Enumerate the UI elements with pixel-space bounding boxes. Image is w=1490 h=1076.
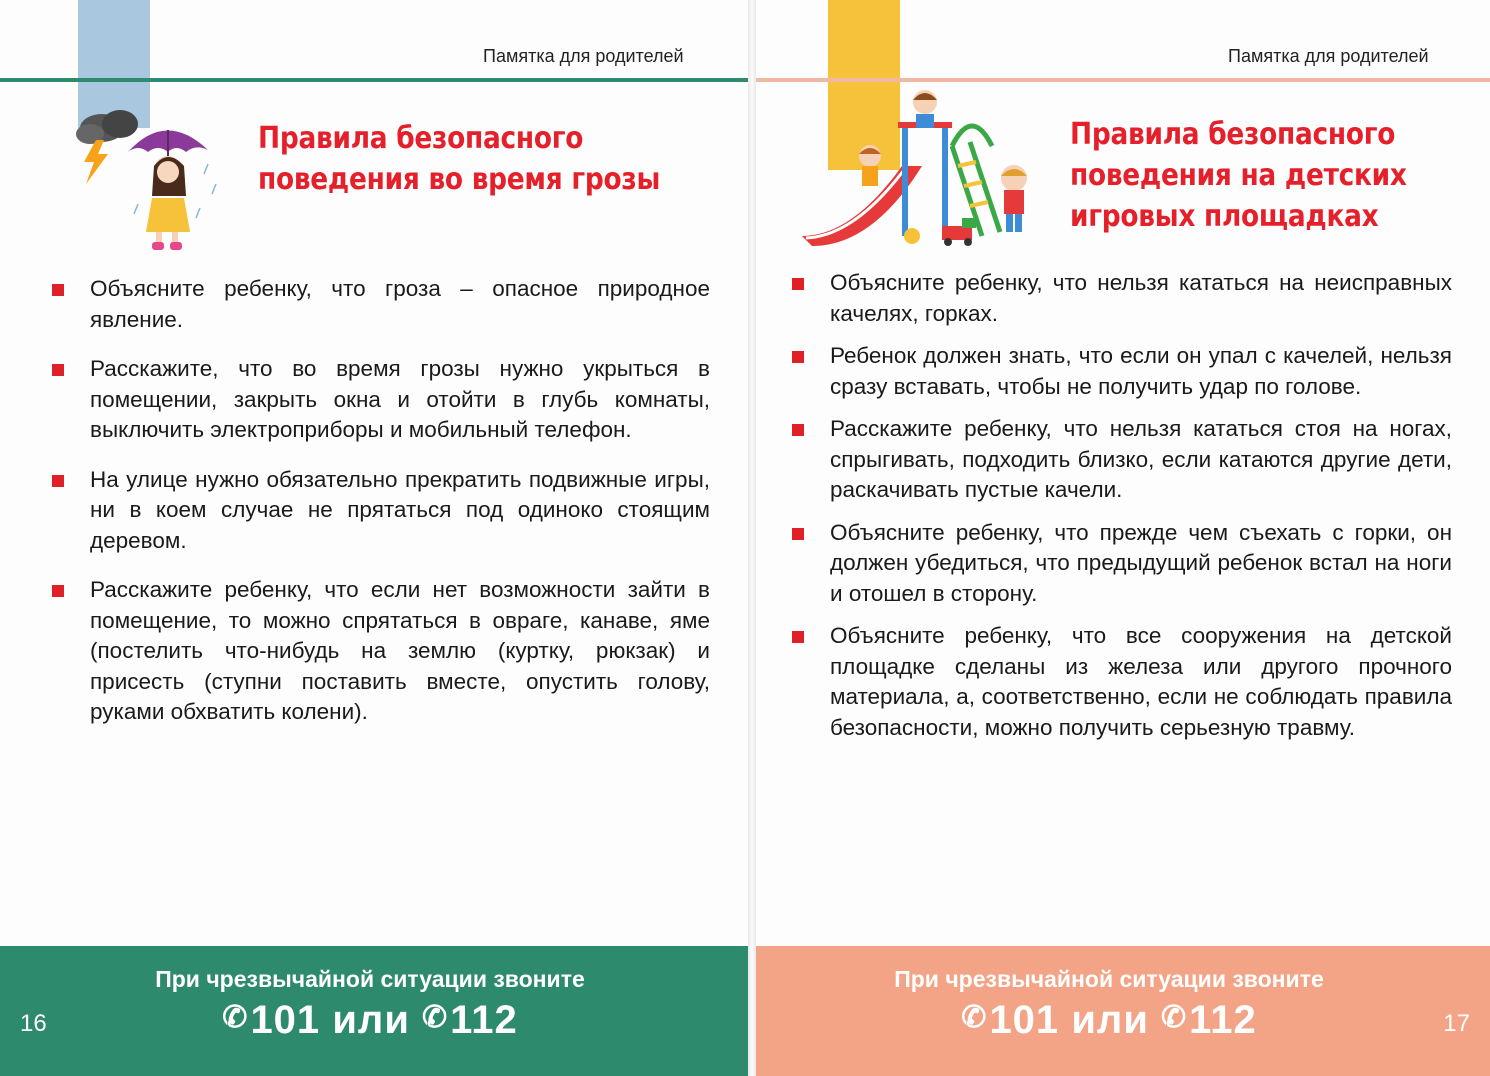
list-item-text: Расскажите, что во время грозы нужно укрыться в помещении, закрыть окна и отойти в глубь комнаты, выключить электроприборы и мобильный телефон. <box>90 356 710 442</box>
list-item-text: Объясните ребенку, что гроза – опасное природное явление. <box>90 276 710 332</box>
bullet-square-icon <box>52 475 64 487</box>
left-title-line-2: поведения во время грозы <box>258 162 661 197</box>
list-item <box>48 274 710 335</box>
list-item <box>48 575 710 728</box>
right-rules-list <box>788 268 1452 755</box>
right-emergency-footer <box>752 946 1490 1076</box>
bullet-square-icon <box>792 528 804 540</box>
phone-icon: ✆ <box>1161 1001 1188 1034</box>
bullet-square-icon <box>792 424 804 436</box>
left-running-header: Памятка для родителей <box>483 46 684 66</box>
left-page-title <box>258 118 660 200</box>
left-title-line-1: Правила безопасного <box>258 121 584 156</box>
emergency-number-112: 112 <box>1189 998 1257 1042</box>
emergency-call-text: При чрезвычайной ситуации звоните <box>155 966 585 992</box>
right-page <box>752 0 1490 1076</box>
right-header-rule <box>752 78 1490 82</box>
left-header-rule <box>0 78 752 82</box>
bullet-square-icon <box>52 585 64 597</box>
list-item <box>788 518 1452 610</box>
list-item <box>48 465 710 557</box>
list-item-text: Объясните ребенку, что прежде чем съехать с горки, он должен убедиться, что предыдущий ребенок встал на ноги и отошел в сторону. <box>830 519 1452 606</box>
left-emergency-footer <box>0 946 752 1076</box>
left-rules-list <box>48 274 710 747</box>
list-item <box>788 621 1452 743</box>
list-item <box>788 268 1452 329</box>
list-item <box>788 341 1452 402</box>
list-item-text: Объясните ребенку, что нельзя кататься на неисправных качелях, горках. <box>830 270 1452 326</box>
bullet-square-icon <box>52 284 64 296</box>
emergency-number-101: 101 <box>989 998 1060 1042</box>
bullet-square-icon <box>792 351 804 363</box>
emergency-numbers <box>0 998 746 1043</box>
page-number: 16 <box>20 1010 47 1037</box>
right-title-line-1: Правила безопасного <box>1070 117 1396 152</box>
emergency-or-text: или <box>1071 998 1149 1042</box>
playground-slide-illustration <box>792 86 1052 246</box>
page-number: 17 <box>1443 1010 1470 1037</box>
right-page-title <box>1070 114 1407 237</box>
bullet-square-icon <box>792 631 804 643</box>
list-item-text: Объясните ребенку, что все сооружения на детской площадке сделаны из железа или другого прочного материала, а, соответственно, если не соблюдать правила безопасности, можно получить серьезную травму. <box>830 623 1452 740</box>
list-item-text: Расскажите ребенку, что если нет возможности зайти в помещение, то можно спрятаться в овраге, канаве, яме (постелить что-нибудь на землю (куртку, рюкзак) и присесть (ступни поставить вместе, опустить голову, руками обхватить колени). <box>90 577 710 724</box>
bullet-square-icon <box>52 364 64 376</box>
list-item-text: Расскажите ребенку, что нельзя кататься стоя на ногах, спрыгивать, подходить близко, если катаются другие дети, раскачивать пустые качели. <box>830 416 1452 502</box>
list-item-text: Ребенок должен знать, что если он упал с качелей, нельзя сразу вставать, чтобы не получить удар по голове. <box>830 343 1452 399</box>
emergency-or-text: или <box>332 998 410 1042</box>
girl-umbrella-storm-illustration <box>68 104 228 254</box>
emergency-number-101: 101 <box>250 998 321 1042</box>
right-running-header: Памятка для родителей <box>1228 46 1429 66</box>
phone-icon: ✆ <box>422 1001 449 1034</box>
phone-icon: ✆ <box>961 1001 988 1034</box>
list-item-text: На улице нужно обязательно прекратить подвижные игры, ни в коем случае не прятаться под одиноко стоящим деревом. <box>90 466 710 553</box>
list-item <box>48 354 710 446</box>
bullet-square-icon <box>792 278 804 290</box>
right-title-line-2: поведения на детских <box>1070 158 1407 193</box>
emergency-numbers <box>752 998 1478 1043</box>
phone-icon: ✆ <box>222 1001 249 1034</box>
right-title-line-3: игровых площадках <box>1070 199 1379 234</box>
list-item <box>788 414 1452 506</box>
emergency-number-112: 112 <box>450 998 518 1042</box>
emergency-call-text: При чрезвычайной ситуации звоните <box>894 966 1324 992</box>
book-gutter <box>748 0 756 1076</box>
